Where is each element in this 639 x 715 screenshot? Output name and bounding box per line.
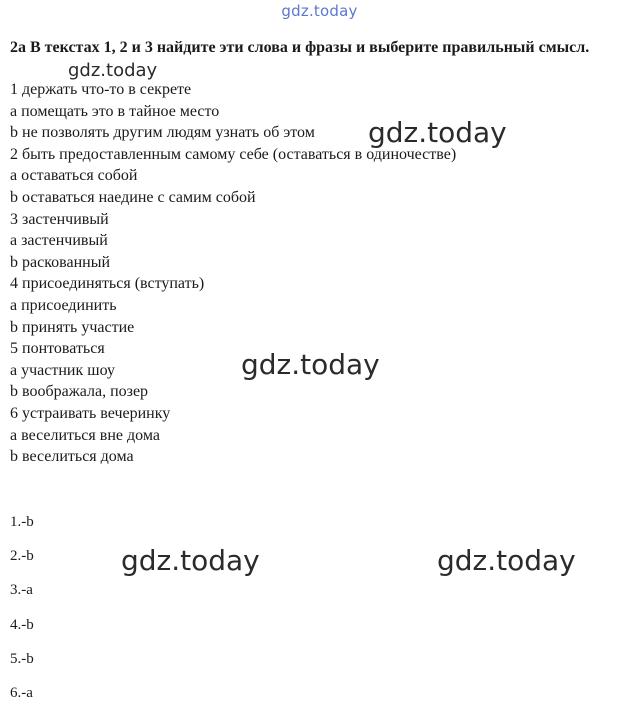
watermark-center: gdz.today — [241, 348, 380, 381]
site-logo: gdz.today — [281, 2, 358, 20]
watermark-right: gdz.today — [368, 116, 507, 149]
line-5-heading: 5 понтоваться — [10, 340, 105, 358]
line-3-option-a: a застенчивый — [10, 232, 108, 250]
watermark-bottom-right: gdz.today — [437, 544, 576, 577]
answer-6: 6.-a — [10, 684, 33, 701]
task-heading: 2a В текстах 1, 2 и 3 найдите эти слова и фразы и выберите правильный смысл. — [10, 39, 590, 56]
line-2-option-a: a оставаться собой — [10, 167, 138, 185]
line-6-option-b: b веселиться дома — [10, 448, 134, 466]
line-5-option-a: a участник шоу — [10, 361, 115, 379]
line-5-option-b: b воображала, позер — [10, 383, 149, 401]
line-2-heading: 2 быть предоставленным самому себе (оставаться в одиночестве) — [10, 145, 457, 163]
line-4-option-b: b принять участие — [10, 318, 135, 336]
line-3-option-b: b раскованный — [10, 253, 111, 271]
answer-3: 3.-a — [10, 582, 33, 599]
answer-4: 4.-b — [10, 616, 34, 633]
line-6-option-a: a веселиться вне дома — [10, 426, 160, 444]
answer-5: 5.-b — [10, 650, 34, 667]
answer-list — [10, 510, 34, 715]
answer-2: 2.-b — [10, 548, 34, 565]
watermark-bottom-left: gdz.today — [121, 544, 260, 577]
line-6-heading: 6 устраивать вечеринку — [10, 404, 171, 422]
line-4-option-a: a присоединить — [10, 296, 117, 314]
line-1-option-a: a помещать это в тайное место — [10, 102, 220, 120]
answer-1: 1.-b — [10, 514, 34, 530]
line-1-option-b: b не позволять другим людям узнать об этом — [10, 124, 315, 142]
watermark-inline: gdz.today — [68, 60, 158, 81]
line-3-heading: 3 застенчивый — [10, 210, 109, 228]
exercise-lines — [10, 79, 630, 468]
line-2-option-b: b оставаться наедине с самим собой — [10, 188, 256, 206]
line-4-heading: 4 присоединяться (вступать) — [10, 275, 205, 293]
line-1-heading: 1 держать что-то в секрете — [10, 81, 192, 98]
